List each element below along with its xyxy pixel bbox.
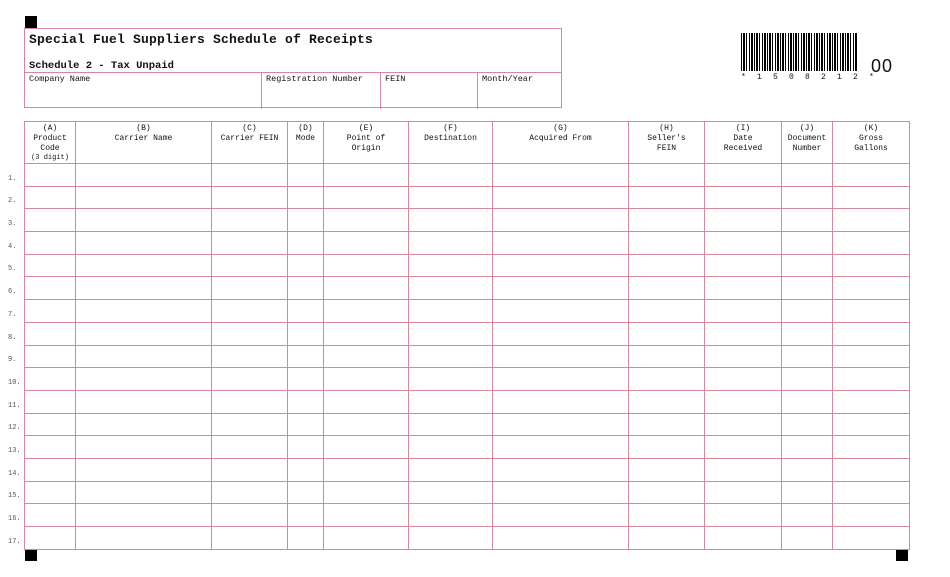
entry-cell[interactable] — [705, 164, 782, 187]
table-row — [25, 277, 910, 300]
entry-cell[interactable] — [212, 232, 288, 255]
entry-cell[interactable] — [493, 436, 629, 459]
entry-cell[interactable] — [76, 345, 212, 368]
barcode-text: * 1 5 0 8 2 1 2 * — [741, 73, 878, 82]
entry-cell[interactable] — [409, 277, 493, 300]
entry-cell[interactable] — [212, 413, 288, 436]
entry-cell[interactable] — [409, 481, 493, 504]
entry-cell[interactable] — [493, 390, 629, 413]
form-header-box — [24, 28, 562, 108]
column-note: (3 digit) — [31, 154, 69, 162]
entry-cell[interactable] — [324, 345, 409, 368]
entry-cell[interactable] — [629, 277, 705, 300]
entry-cell[interactable] — [833, 527, 910, 550]
form-subtitle: Schedule 2 - Tax Unpaid — [29, 60, 174, 72]
entry-cell[interactable] — [25, 504, 76, 527]
entry-cell[interactable] — [705, 209, 782, 232]
entry-cell[interactable] — [324, 322, 409, 345]
entry-cell[interactable] — [409, 368, 493, 391]
table-row — [25, 232, 910, 255]
entry-cell[interactable] — [324, 164, 409, 187]
entry-cell[interactable] — [25, 458, 76, 481]
entry-cell[interactable] — [25, 436, 76, 459]
entry-cell[interactable] — [705, 186, 782, 209]
entry-cell[interactable] — [288, 232, 324, 255]
entry-cell[interactable] — [288, 481, 324, 504]
entry-cell[interactable] — [629, 368, 705, 391]
column-header — [629, 122, 705, 164]
entry-cell[interactable] — [705, 254, 782, 277]
entry-cell[interactable] — [409, 254, 493, 277]
table-row — [25, 436, 910, 459]
entry-cell[interactable] — [76, 300, 212, 323]
entry-cell[interactable] — [324, 413, 409, 436]
row-number: 16. — [8, 515, 21, 524]
column-letter: (C) — [242, 124, 257, 133]
row-number: 9. — [8, 356, 17, 365]
entry-cell[interactable] — [629, 481, 705, 504]
entry-cell[interactable] — [782, 186, 833, 209]
table-row — [25, 300, 910, 323]
row-number: 17. — [8, 537, 21, 546]
entry-cell[interactable] — [629, 527, 705, 550]
entry-cell[interactable] — [409, 527, 493, 550]
entry-cell[interactable] — [212, 345, 288, 368]
entry-cell[interactable] — [409, 232, 493, 255]
entry-cell[interactable] — [782, 322, 833, 345]
column-name: Date Received — [723, 134, 763, 153]
form-title: Special Fuel Suppliers Schedule of Receipts — [29, 32, 374, 47]
entry-cell[interactable] — [76, 322, 212, 345]
entry-cell[interactable] — [288, 164, 324, 187]
entry-cell[interactable] — [493, 164, 629, 187]
entry-cell[interactable] — [25, 254, 76, 277]
entry-cell[interactable] — [833, 345, 910, 368]
entry-cell[interactable] — [705, 390, 782, 413]
entry-cell[interactable] — [76, 254, 212, 277]
entry-cell[interactable] — [705, 232, 782, 255]
entry-cell[interactable] — [493, 186, 629, 209]
registration-mark-bottom-right — [896, 549, 908, 561]
fein-field[interactable]: FEIN — [381, 73, 478, 109]
entry-cell[interactable] — [409, 209, 493, 232]
entry-cell[interactable] — [705, 527, 782, 550]
entry-cell[interactable] — [833, 413, 910, 436]
column-name: Seller's FEIN — [647, 134, 686, 153]
column-letter: (J) — [799, 124, 815, 133]
entry-cell[interactable] — [324, 504, 409, 527]
entry-cell[interactable] — [782, 390, 833, 413]
column-name: Mode — [295, 134, 316, 143]
entry-cell[interactable] — [76, 527, 212, 550]
entry-cell[interactable] — [212, 368, 288, 391]
entry-cell[interactable] — [782, 345, 833, 368]
entry-cell[interactable] — [833, 164, 910, 187]
entry-cell[interactable] — [409, 186, 493, 209]
row-number: 2. — [8, 197, 17, 206]
table-row — [25, 164, 910, 187]
row-number: 8. — [8, 333, 17, 342]
entry-cell[interactable] — [324, 527, 409, 550]
column-name: Carrier Name — [114, 134, 173, 143]
entry-cell[interactable] — [324, 368, 409, 391]
entry-cell[interactable] — [288, 345, 324, 368]
entry-cell[interactable] — [288, 458, 324, 481]
entry-cell[interactable] — [493, 345, 629, 368]
entry-cell[interactable] — [629, 209, 705, 232]
entry-cell[interactable] — [705, 300, 782, 323]
entry-cell[interactable] — [212, 390, 288, 413]
entry-cell[interactable] — [409, 164, 493, 187]
entry-cell[interactable] — [782, 277, 833, 300]
table-row — [25, 254, 910, 277]
barcode — [741, 33, 858, 71]
entry-cell[interactable] — [705, 481, 782, 504]
entry-cell[interactable] — [212, 186, 288, 209]
entry-cell[interactable] — [705, 436, 782, 459]
entry-cell[interactable] — [25, 368, 76, 391]
row-number: 7. — [8, 310, 17, 319]
entry-cell[interactable] — [493, 322, 629, 345]
entry-cell[interactable] — [25, 300, 76, 323]
entry-cell[interactable] — [629, 300, 705, 323]
entry-cell[interactable] — [212, 277, 288, 300]
column-name: Point of Origin — [346, 134, 386, 153]
entry-cell[interactable] — [493, 413, 629, 436]
row-number: 3. — [8, 220, 17, 229]
company-name-field[interactable]: Company Name — [25, 73, 262, 109]
row-number: 6. — [8, 288, 17, 297]
entry-cell[interactable] — [493, 368, 629, 391]
entry-cell[interactable] — [833, 436, 910, 459]
entry-cell[interactable] — [493, 504, 629, 527]
table-row — [25, 368, 910, 391]
entry-cell[interactable] — [782, 481, 833, 504]
entry-cell[interactable] — [288, 527, 324, 550]
column-header — [409, 122, 493, 164]
entry-cell[interactable] — [629, 232, 705, 255]
entry-cell[interactable] — [25, 413, 76, 436]
entry-cell[interactable] — [705, 368, 782, 391]
entry-cell[interactable] — [25, 164, 76, 187]
entry-cell[interactable] — [324, 300, 409, 323]
entry-cell[interactable] — [409, 390, 493, 413]
receipts-table — [24, 121, 910, 550]
entry-cell[interactable] — [833, 277, 910, 300]
column-header — [324, 122, 409, 164]
entry-cell[interactable] — [212, 300, 288, 323]
entry-cell[interactable] — [212, 436, 288, 459]
entry-cell[interactable] — [288, 390, 324, 413]
entry-cell[interactable] — [629, 436, 705, 459]
table-row — [25, 504, 910, 527]
column-header — [25, 122, 76, 164]
entry-cell[interactable] — [212, 527, 288, 550]
entry-cell[interactable] — [76, 390, 212, 413]
table-row — [25, 458, 910, 481]
row-number: 12. — [8, 424, 21, 433]
entry-cell[interactable] — [833, 368, 910, 391]
entry-cell[interactable] — [409, 413, 493, 436]
column-header — [212, 122, 288, 164]
entry-cell[interactable] — [409, 345, 493, 368]
table-row — [25, 413, 910, 436]
entry-cell[interactable] — [288, 504, 324, 527]
entry-cell[interactable] — [705, 277, 782, 300]
entry-cell[interactable] — [288, 436, 324, 459]
entry-cell[interactable] — [212, 504, 288, 527]
entry-cell[interactable] — [493, 254, 629, 277]
entry-cell[interactable] — [705, 345, 782, 368]
entry-cell[interactable] — [76, 368, 212, 391]
row-number: 5. — [8, 265, 17, 274]
entry-cell[interactable] — [212, 322, 288, 345]
column-name: Product Code — [33, 134, 67, 153]
entry-cell[interactable] — [25, 390, 76, 413]
entry-cell[interactable] — [629, 390, 705, 413]
month-year-field[interactable]: Month/Year — [482, 74, 534, 84]
entry-cell[interactable] — [782, 300, 833, 323]
entry-cell[interactable] — [705, 413, 782, 436]
entry-cell[interactable] — [629, 504, 705, 527]
entry-cell[interactable] — [25, 186, 76, 209]
entry-cell[interactable] — [288, 277, 324, 300]
entry-cell[interactable] — [493, 232, 629, 255]
entry-cell[interactable] — [782, 368, 833, 391]
entry-cell[interactable] — [409, 322, 493, 345]
entry-cell[interactable] — [629, 345, 705, 368]
form-suffix: 00 — [871, 56, 894, 76]
column-header — [782, 122, 833, 164]
registration-mark-top-left — [25, 16, 37, 28]
entry-cell[interactable] — [833, 186, 910, 209]
column-name: Acquired From — [529, 134, 592, 143]
table-row — [25, 322, 910, 345]
entry-cell[interactable] — [833, 232, 910, 255]
entry-cell[interactable] — [493, 458, 629, 481]
row-number: 13. — [8, 447, 21, 456]
entry-cell[interactable] — [288, 186, 324, 209]
column-name: Destination — [424, 134, 477, 143]
column-header — [833, 122, 910, 164]
entry-cell[interactable] — [493, 527, 629, 550]
entry-cell[interactable] — [76, 164, 212, 187]
entry-cell[interactable] — [324, 186, 409, 209]
row-number: 11. — [8, 401, 21, 410]
row-number: 4. — [8, 242, 17, 251]
entry-cell[interactable] — [782, 164, 833, 187]
entry-cell[interactable] — [288, 413, 324, 436]
row-number: 14. — [8, 469, 21, 478]
entry-cell[interactable] — [782, 209, 833, 232]
entry-cell[interactable] — [324, 232, 409, 255]
entry-cell[interactable] — [76, 504, 212, 527]
column-letter: (H) — [659, 124, 674, 133]
table-row — [25, 527, 910, 550]
table-row — [25, 209, 910, 232]
entry-cell[interactable] — [782, 436, 833, 459]
column-letter: (B) — [136, 124, 151, 133]
entry-cell[interactable] — [324, 458, 409, 481]
entry-cell[interactable] — [76, 413, 212, 436]
entry-cell[interactable] — [324, 209, 409, 232]
table-row — [25, 481, 910, 504]
column-name: Gross Gallons — [854, 134, 888, 153]
entry-cell[interactable] — [782, 232, 833, 255]
entry-cell[interactable] — [629, 254, 705, 277]
entry-cell[interactable] — [25, 232, 76, 255]
table-row — [25, 345, 910, 368]
column-letter: (I) — [735, 124, 751, 133]
entry-cell[interactable] — [288, 209, 324, 232]
entry-cell[interactable] — [629, 458, 705, 481]
entry-cell[interactable] — [493, 209, 629, 232]
column-name: Document Number — [787, 134, 827, 153]
entry-cell[interactable] — [409, 458, 493, 481]
column-header — [76, 122, 212, 164]
entry-cell[interactable] — [833, 322, 910, 345]
header-fields — [25, 72, 561, 109]
entry-cell[interactable] — [76, 458, 212, 481]
entry-cell[interactable] — [833, 481, 910, 504]
column-name: Carrier FEIN — [220, 134, 279, 143]
entry-cell[interactable] — [705, 458, 782, 481]
column-letter: (F) — [443, 124, 458, 133]
entry-cell[interactable] — [25, 345, 76, 368]
table-row — [25, 186, 910, 209]
entry-cell[interactable] — [76, 277, 212, 300]
entry-cell[interactable] — [76, 436, 212, 459]
entry-cell[interactable] — [705, 504, 782, 527]
entry-cell[interactable] — [324, 436, 409, 459]
entry-cell[interactable] — [324, 481, 409, 504]
entry-cell[interactable] — [212, 164, 288, 187]
entry-cell[interactable] — [288, 254, 324, 277]
entry-cell[interactable] — [25, 209, 76, 232]
entry-cell[interactable] — [629, 322, 705, 345]
entry-cell[interactable] — [76, 186, 212, 209]
entry-cell[interactable] — [409, 300, 493, 323]
registration-number-field[interactable]: Registration Number — [262, 73, 381, 109]
registration-mark-bottom-left — [25, 549, 37, 561]
entry-cell[interactable] — [705, 322, 782, 345]
entry-cell[interactable] — [25, 481, 76, 504]
entry-cell[interactable] — [288, 322, 324, 345]
entry-cell[interactable] — [212, 209, 288, 232]
entry-cell[interactable] — [782, 458, 833, 481]
entry-cell[interactable] — [25, 277, 76, 300]
row-number: 15. — [8, 492, 21, 501]
entry-cell[interactable] — [782, 527, 833, 550]
entry-cell[interactable] — [76, 209, 212, 232]
entry-cell[interactable] — [409, 504, 493, 527]
entry-cell[interactable] — [212, 254, 288, 277]
entry-cell[interactable] — [25, 527, 76, 550]
column-letter: (D) — [298, 124, 313, 133]
entry-cell[interactable] — [833, 209, 910, 232]
column-header — [705, 122, 782, 164]
entry-cell[interactable] — [409, 436, 493, 459]
table-row — [25, 390, 910, 413]
entry-cell[interactable] — [629, 186, 705, 209]
row-number: 10. — [8, 378, 21, 387]
entry-cell[interactable] — [288, 300, 324, 323]
column-letter: (E) — [358, 124, 374, 133]
entry-cell[interactable] — [324, 254, 409, 277]
entry-cell[interactable] — [288, 368, 324, 391]
column-header — [493, 122, 629, 164]
column-header — [288, 122, 324, 164]
table-header-row — [25, 122, 910, 164]
entry-cell[interactable] — [493, 300, 629, 323]
column-letter: (A) — [42, 124, 58, 133]
entry-cell[interactable] — [833, 254, 910, 277]
entry-cell[interactable] — [212, 458, 288, 481]
entry-cell[interactable] — [833, 390, 910, 413]
entry-cell[interactable] — [212, 481, 288, 504]
entry-cell[interactable] — [76, 232, 212, 255]
entry-cell[interactable] — [833, 300, 910, 323]
entry-cell[interactable] — [76, 481, 212, 504]
entry-cell[interactable] — [493, 277, 629, 300]
column-letter: (K) — [863, 124, 879, 133]
entry-cell[interactable] — [782, 504, 833, 527]
column-letter: (G) — [553, 124, 568, 133]
entry-cell[interactable] — [833, 504, 910, 527]
entry-cell[interactable] — [324, 390, 409, 413]
entry-cell[interactable] — [324, 277, 409, 300]
entry-cell[interactable] — [629, 413, 705, 436]
entry-cell[interactable] — [782, 413, 833, 436]
entry-cell[interactable] — [782, 254, 833, 277]
row-number: 1. — [8, 174, 17, 183]
entry-cell[interactable] — [25, 322, 76, 345]
entry-cell[interactable] — [833, 458, 910, 481]
entry-cell[interactable] — [493, 481, 629, 504]
entry-cell[interactable] — [629, 164, 705, 187]
